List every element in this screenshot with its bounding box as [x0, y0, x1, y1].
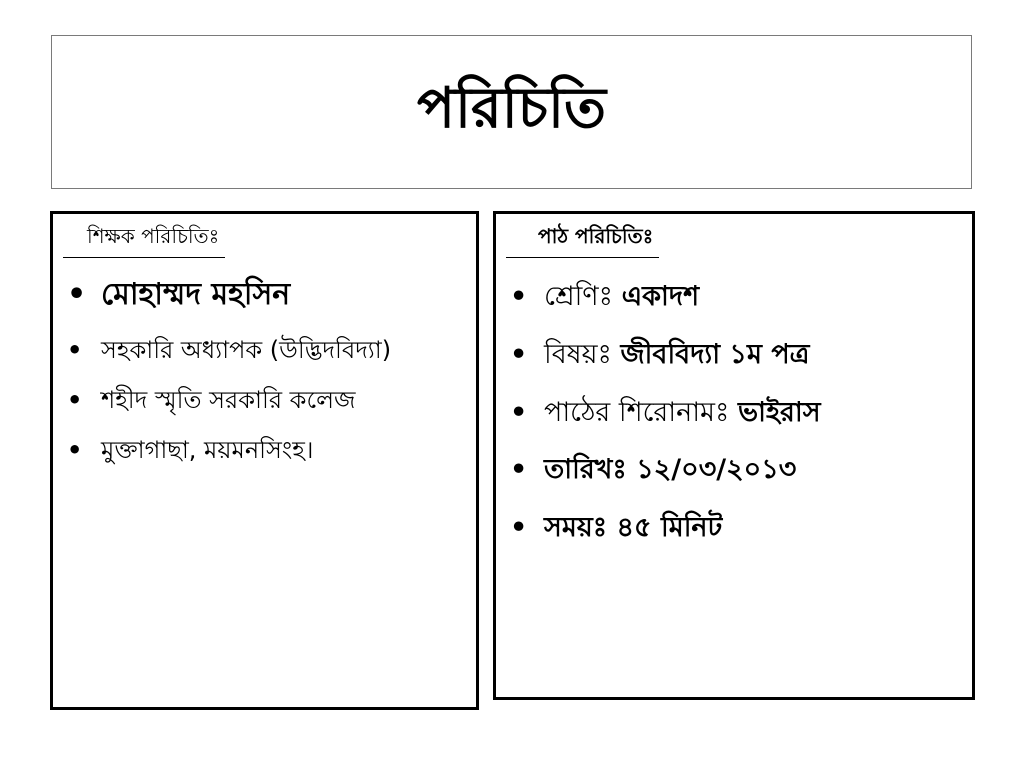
lesson-duration-value: ৪৫ মিনিট [616, 512, 723, 544]
lesson-topic-label: পাঠের শিরোনামঃ [544, 396, 739, 428]
title-box [51, 35, 972, 189]
teacher-designation [63, 332, 464, 368]
lesson-date-value: ১২/০৩/২০১৩ [636, 454, 797, 486]
lesson-topic-value: ভাইরাস [738, 396, 821, 428]
lesson-class-label: শ্রেণিঃ [544, 281, 622, 312]
teacher-name-text: মোহাম্মদ মহসিন [101, 277, 291, 312]
lesson-subject-value: জীববিদ্যা ১ম পত্র [620, 338, 810, 370]
lesson-list [506, 278, 960, 547]
teacher-location-text: মুক্তাগাছা, ময়মনসিংহ। [101, 436, 314, 464]
bullet: • [67, 386, 83, 414]
teacher-heading: শিক্ষক পরিচিতিঃ [63, 222, 225, 258]
teacher-designation-text: সহকারি অধ্যাপক (উদ্ভিদবিদ্যা) [101, 336, 392, 364]
bullet: • [510, 281, 528, 312]
bullet: • [510, 396, 528, 428]
lesson-topic [506, 394, 960, 432]
lesson-heading: পাঠ পরিচিতিঃ [506, 222, 659, 258]
lesson-duration-label: সময়ঃ [544, 512, 617, 544]
teacher-college [63, 382, 464, 418]
lesson-date-label: তারিখঃ [544, 454, 637, 486]
teacher-name [63, 274, 464, 316]
bullet: • [510, 454, 528, 486]
lesson-date [506, 451, 960, 489]
lesson-panel [493, 211, 975, 700]
bullet: • [67, 436, 83, 464]
lesson-class [506, 278, 960, 316]
teacher-location [63, 432, 464, 468]
teacher-list [63, 274, 464, 468]
bullet: • [510, 338, 528, 370]
lesson-subject-label: বিষয়ঃ [544, 338, 621, 370]
bullet: • [67, 336, 83, 364]
lesson-duration [506, 509, 960, 547]
bullet: • [510, 512, 528, 544]
lesson-class-value: একাদশ [621, 281, 700, 312]
bullet: • [67, 277, 87, 312]
lesson-subject [506, 336, 960, 374]
teacher-panel [50, 211, 479, 710]
slide-title: পরিচিতি [416, 76, 607, 141]
teacher-college-text: শহীদ স্মৃতি সরকারি কলেজ [101, 386, 356, 414]
